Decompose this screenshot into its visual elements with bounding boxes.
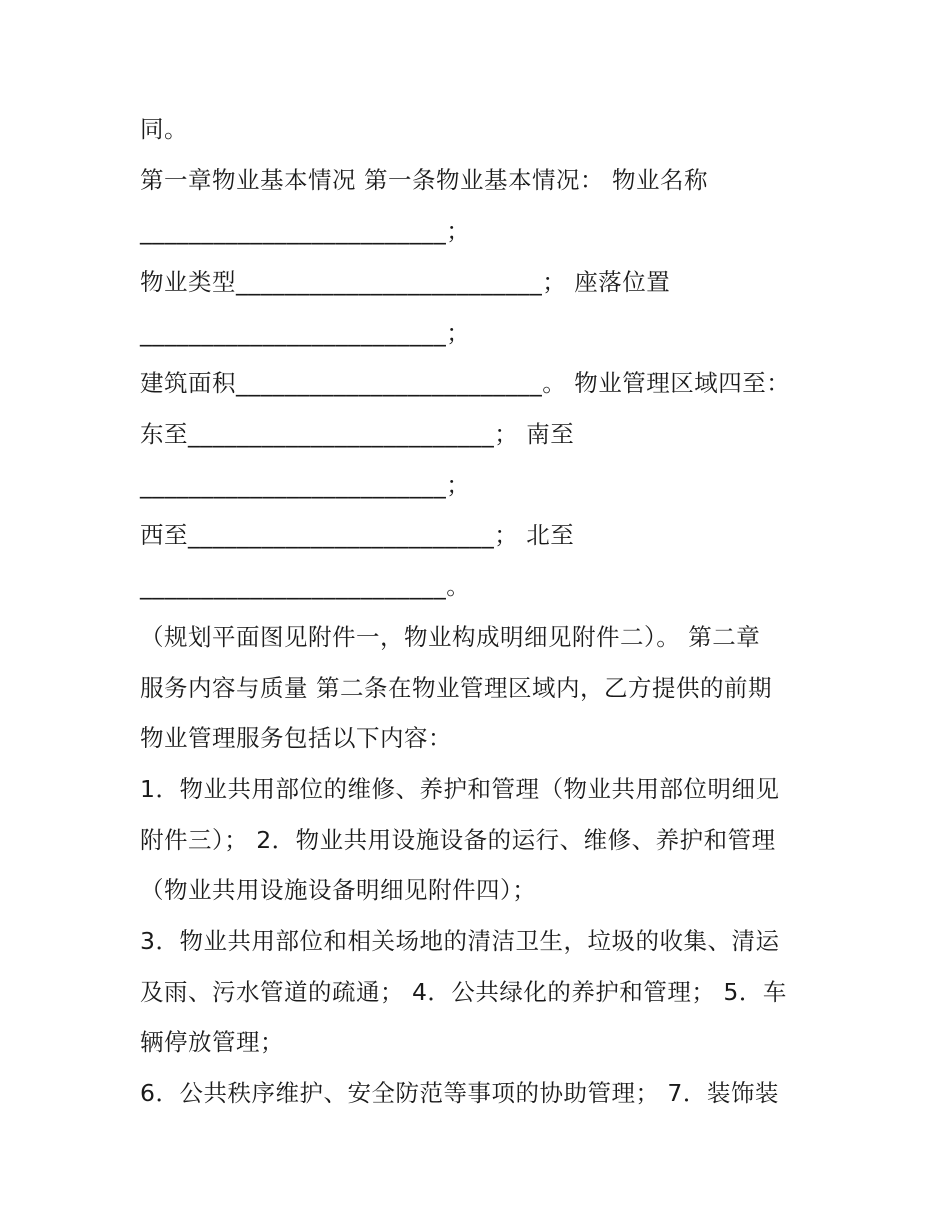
- text-line: 东至_________________________； 南至: [140, 420, 575, 448]
- text-line: _________________________。: [140, 572, 471, 600]
- text-line: _________________________；: [140, 471, 471, 499]
- text-line: _________________________；: [140, 217, 471, 245]
- text-line: 1．物业共用部位的维修、养护和管理（物业共用部位明细见: [140, 775, 780, 803]
- text-line: 第一章物业基本情况 第一条物业基本情况： 物业名称: [140, 166, 708, 194]
- text-line: _________________________；: [140, 319, 471, 347]
- text-line: 6．公共秩序维护、安全防范等事项的协助管理； 7．装饰装: [140, 1079, 779, 1107]
- text-line: 西至_________________________； 北至: [140, 521, 575, 549]
- text-line: 服务内容与质量 第二条在物业管理区域内，乙方提供的前期: [140, 674, 772, 702]
- text-line: 附件三）； 2．物业共用设施设备的运行、维修、养护和管理: [140, 826, 776, 854]
- text-line: 建筑面积_________________________。 物业管理区域四至：: [140, 369, 791, 397]
- text-line: 同。: [140, 115, 188, 143]
- text-line: 及雨、污水管道的疏通； 4．公共绿化的养护和管理； 5．车: [140, 978, 787, 1006]
- text-line: 物业管理服务包括以下内容：: [140, 724, 452, 752]
- text-line: 3．物业共用部位和相关场地的清洁卫生，垃圾的收集、清运: [140, 927, 780, 955]
- text-line: 物业类型_________________________； 座落位置: [140, 268, 671, 296]
- text-line: （物业共用设施设备明细见附件四）；: [140, 876, 537, 904]
- text-line: 辆停放管理；: [140, 1028, 284, 1056]
- text-line: （规划平面图见附件一，物业构成明细见附件二）。 第二章: [140, 623, 761, 651]
